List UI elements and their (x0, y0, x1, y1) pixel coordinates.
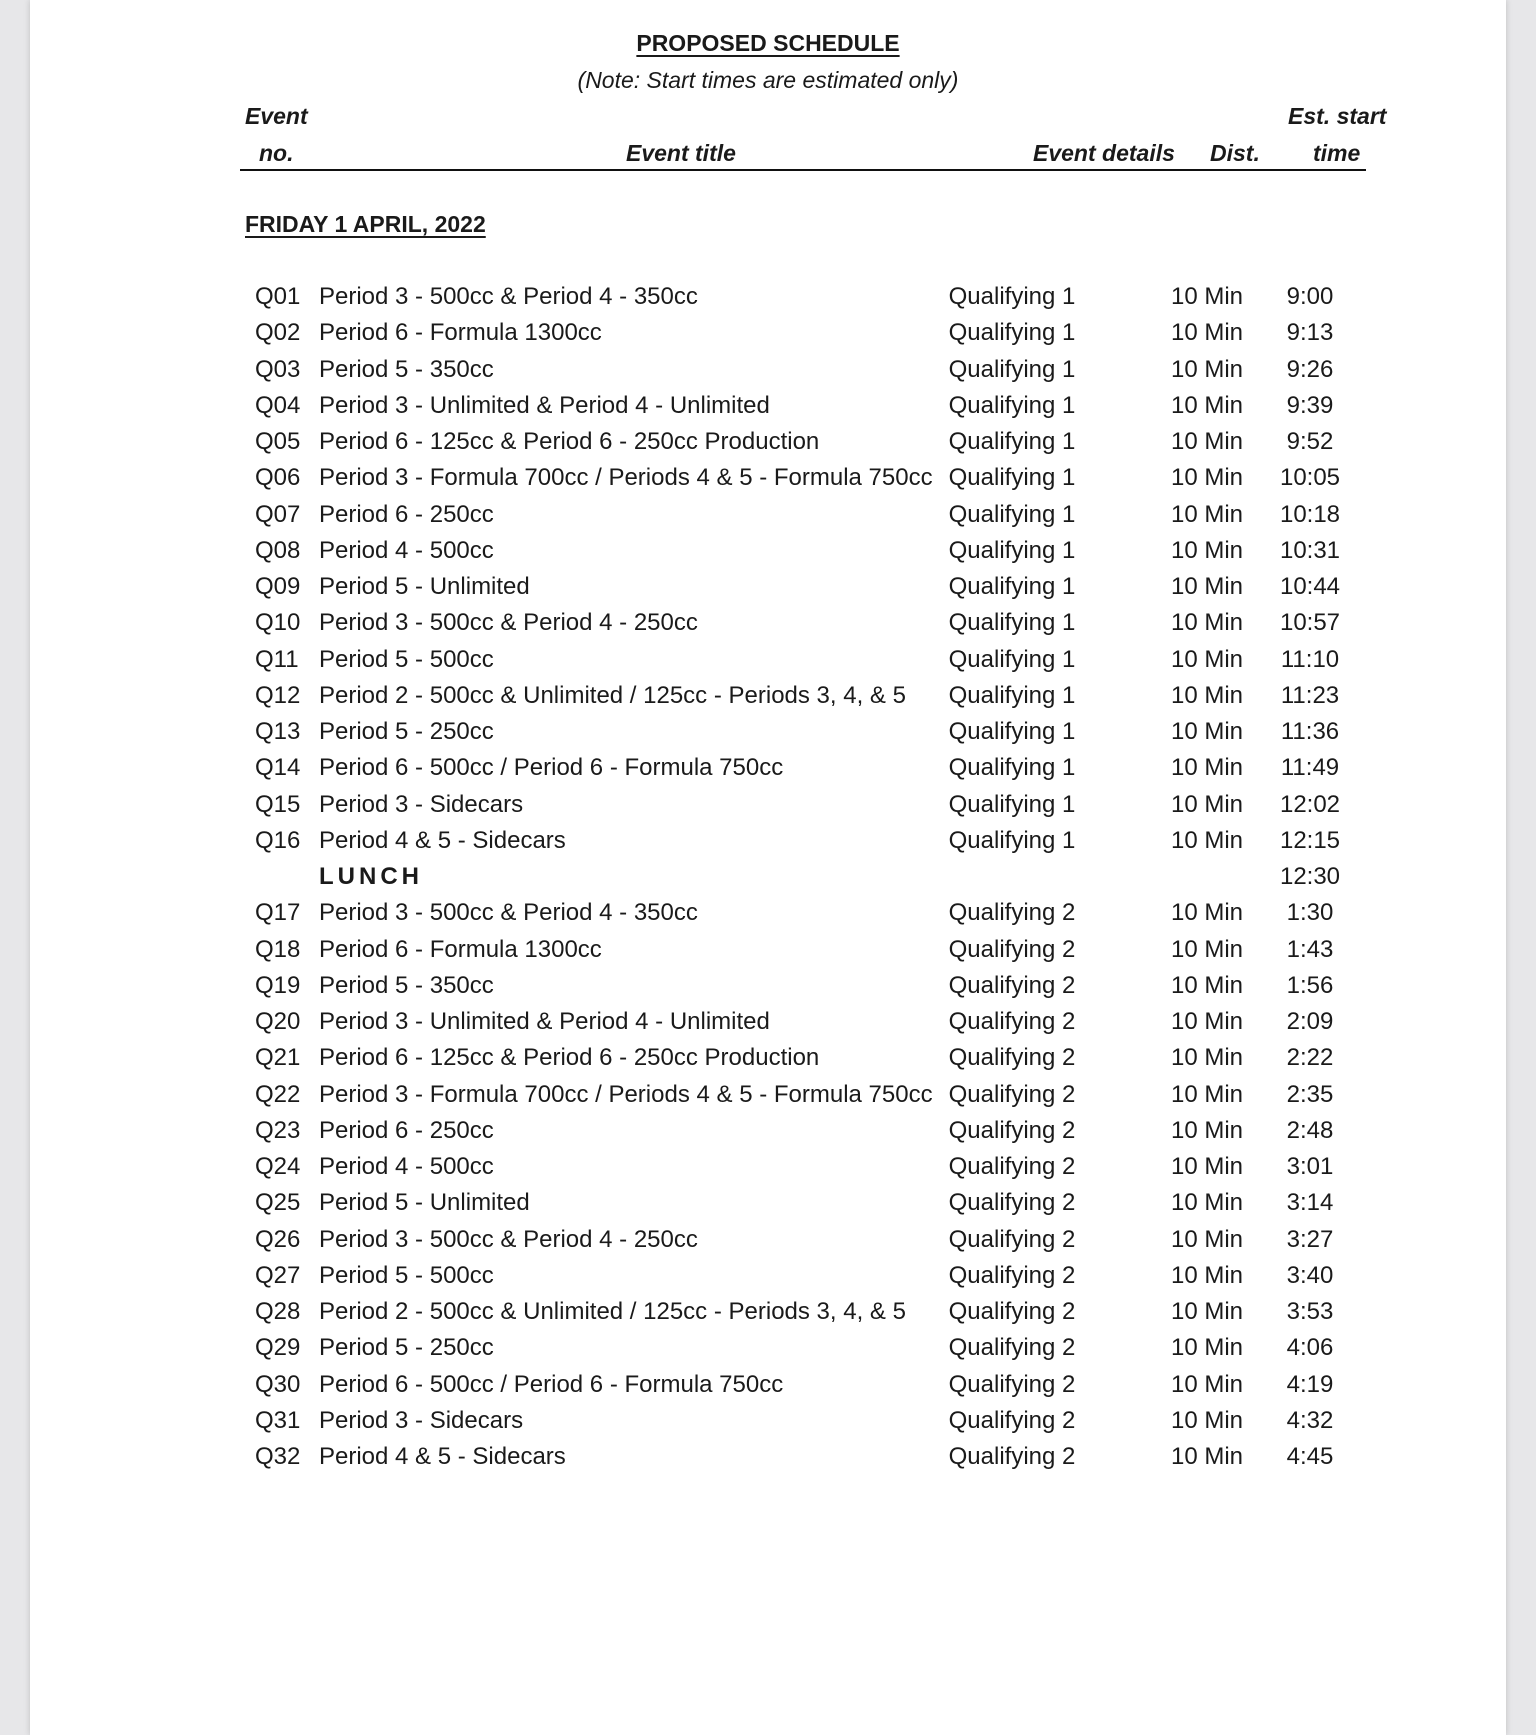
event-no: Q32 (255, 1443, 301, 1470)
event-dist: 10 Min (1170, 1153, 1244, 1180)
event-title: Period 3 - 500cc & Period 4 - 250cc (319, 609, 698, 637)
event-dist: 10 Min (1170, 1080, 1244, 1108)
table-row (30, 281, 1506, 317)
event-start-time: 9:00 (1286, 283, 1334, 310)
event-no: Q07 (255, 500, 301, 528)
table-row (30, 752, 1506, 788)
event-title: Period 3 - Unlimited & Period 4 - Unlimited (319, 391, 770, 419)
event-dist: 10 Min (1170, 1189, 1244, 1217)
event-title: Period 4 & 5 - Sidecars (319, 1443, 566, 1470)
event-dist: 10 Min (1170, 754, 1244, 782)
event-no: Q03 (255, 355, 301, 383)
event-start-time: 12:15 (1279, 826, 1341, 854)
event-start-time: 12:30 (1279, 863, 1341, 890)
event-start-time: 9:39 (1286, 391, 1334, 419)
table-row (30, 1260, 1506, 1296)
table-row (30, 680, 1506, 716)
document-page (30, 0, 1506, 1735)
header-event-details: Event details (1033, 140, 1175, 166)
event-title: Period 3 - Formula 700cc / Periods 4 & 5 - Formula 750cc (319, 464, 933, 492)
event-title: Period 2 - 500cc & Unlimited / 125cc - Periods 3, 4, & 5 (319, 1298, 906, 1325)
schedule-table (30, 281, 1506, 1477)
event-details: Qualifying 1 (948, 355, 1076, 383)
event-start-time: 3:14 (1286, 1189, 1334, 1217)
event-details: Qualifying 2 (948, 1008, 1076, 1035)
table-row (30, 1042, 1506, 1078)
event-details: Qualifying 1 (948, 681, 1076, 709)
event-start-time: 3:53 (1286, 1298, 1334, 1325)
event-title: Period 4 - 500cc (319, 536, 494, 564)
event-start-time: 9:13 (1286, 319, 1334, 347)
event-no: Q09 (255, 573, 301, 600)
event-no: Q13 (255, 718, 301, 745)
event-details: Qualifying 2 (948, 1153, 1076, 1180)
event-title: Period 3 - 500cc & Period 4 - 350cc (319, 283, 698, 310)
event-no: Q12 (255, 681, 301, 709)
event-details: Qualifying 1 (948, 428, 1076, 455)
event-no: Q19 (255, 971, 301, 999)
event-no: Q30 (255, 1370, 301, 1398)
header-est-start-line2: time (1313, 140, 1361, 166)
event-dist: 10 Min (1170, 1334, 1244, 1362)
header-dist: Dist. (1210, 140, 1260, 166)
event-no: Q23 (255, 1116, 301, 1144)
event-start-time: 11:49 (1280, 754, 1340, 782)
event-dist: 10 Min (1170, 1298, 1244, 1325)
table-row (30, 644, 1506, 680)
event-start-time: 10:18 (1279, 500, 1341, 528)
event-details: Qualifying 1 (948, 319, 1076, 347)
event-start-time: 9:52 (1286, 428, 1334, 455)
event-title: Period 5 - 250cc (319, 718, 494, 745)
header-event-no-line1: Event (245, 103, 308, 129)
event-start-time: 10:05 (1279, 464, 1341, 492)
table-row (30, 1187, 1506, 1223)
event-dist: 10 Min (1170, 645, 1244, 673)
event-details: Qualifying 1 (948, 283, 1076, 310)
event-details: Qualifying 1 (948, 464, 1076, 492)
event-title: Period 3 - Sidecars (319, 790, 524, 818)
table-row (30, 1224, 1506, 1260)
event-title: Period 4 - 500cc (319, 1153, 494, 1180)
event-dist: 10 Min (1170, 464, 1244, 492)
event-details: Qualifying 1 (948, 718, 1076, 745)
event-no: Q01 (255, 283, 301, 310)
event-details: Qualifying 1 (948, 645, 1076, 673)
event-start-time: 3:27 (1286, 1225, 1334, 1253)
event-no: Q16 (255, 826, 301, 854)
event-start-time: 2:09 (1286, 1008, 1334, 1035)
event-title: Period 5 - 350cc (319, 355, 494, 383)
event-title: Period 4 & 5 - Sidecars (319, 826, 566, 854)
event-details: Qualifying 2 (948, 1443, 1076, 1470)
event-no: Q31 (255, 1406, 301, 1434)
table-row (30, 354, 1506, 390)
table-row (30, 789, 1506, 825)
header-est-start-line1: Est. start (1288, 103, 1387, 129)
event-start-time: 1:30 (1286, 899, 1334, 927)
table-row (30, 825, 1506, 861)
event-dist: 10 Min (1170, 1044, 1244, 1072)
event-details: Qualifying 2 (948, 1298, 1076, 1325)
event-start-time: 12:02 (1279, 790, 1341, 818)
event-dist: 10 Min (1170, 283, 1244, 310)
event-title: LUNCH (319, 863, 423, 890)
event-details: Qualifying 2 (948, 1406, 1076, 1434)
event-title: Period 6 - 500cc / Period 6 - Formula 750cc (319, 754, 784, 782)
event-no: Q02 (255, 319, 301, 347)
event-details: Qualifying 1 (948, 826, 1076, 854)
event-start-time: 3:01 (1286, 1153, 1334, 1180)
event-title: Period 5 - 500cc (319, 645, 494, 673)
event-no: Q14 (255, 754, 301, 782)
event-details: Qualifying 1 (948, 609, 1076, 637)
event-start-time: 4:45 (1286, 1443, 1334, 1470)
event-start-time: 1:56 (1286, 971, 1334, 999)
event-start-time: 4:19 (1286, 1370, 1334, 1398)
day-heading: FRIDAY 1 APRIL, 2022 (245, 211, 486, 237)
table-row (30, 1079, 1506, 1115)
event-start-time: 4:32 (1286, 1406, 1334, 1434)
event-details: Qualifying 2 (948, 1189, 1076, 1217)
event-no: Q11 (255, 645, 299, 673)
event-dist: 10 Min (1170, 1443, 1244, 1470)
table-row (30, 897, 1506, 933)
event-no: Q29 (255, 1334, 301, 1362)
event-dist: 10 Min (1170, 1370, 1244, 1398)
event-start-time: 1:43 (1286, 935, 1334, 963)
event-details: Qualifying 1 (948, 536, 1076, 564)
event-dist: 10 Min (1170, 573, 1244, 600)
event-no: Q20 (255, 1008, 301, 1035)
event-start-time: 11:10 (1280, 645, 1340, 673)
event-details: Qualifying 2 (948, 1116, 1076, 1144)
event-title: Period 3 - 500cc & Period 4 - 250cc (319, 1225, 698, 1253)
event-details: Qualifying 1 (948, 391, 1076, 419)
event-no: Q18 (255, 935, 301, 963)
event-no: Q08 (255, 536, 301, 564)
table-row (30, 1296, 1506, 1332)
event-title: Period 5 - Unlimited (319, 573, 530, 600)
event-dist: 10 Min (1170, 899, 1244, 927)
event-details: Qualifying 2 (948, 1044, 1076, 1072)
event-title: Period 3 - 500cc & Period 4 - 350cc (319, 899, 698, 927)
header-event-no-line2: no. (259, 140, 294, 166)
event-title: Period 6 - Formula 1300cc (319, 319, 602, 347)
event-dist: 10 Min (1170, 718, 1244, 745)
event-no: Q26 (255, 1225, 301, 1253)
schedule-note: (Note: Start times are estimated only) (577, 67, 959, 93)
event-details: Qualifying 1 (948, 754, 1076, 782)
event-start-time: 9:26 (1286, 355, 1334, 383)
event-no: Q15 (255, 790, 301, 818)
table-row (30, 535, 1506, 571)
header-event-title: Event title (626, 140, 736, 166)
event-title: Period 3 - Unlimited & Period 4 - Unlimited (319, 1008, 770, 1035)
table-row (30, 1151, 1506, 1187)
table-row (30, 607, 1506, 643)
event-dist: 10 Min (1170, 1008, 1244, 1035)
table-row (30, 462, 1506, 498)
table-row (30, 1006, 1506, 1042)
event-no: Q10 (255, 609, 301, 637)
event-start-time: 2:22 (1286, 1044, 1334, 1072)
table-row (30, 934, 1506, 970)
event-dist: 10 Min (1170, 1225, 1244, 1253)
event-dist: 10 Min (1170, 826, 1244, 854)
table-row (30, 571, 1506, 607)
event-start-time: 11:36 (1280, 718, 1340, 745)
event-details: Qualifying 1 (948, 790, 1076, 818)
event-dist: 10 Min (1170, 935, 1244, 963)
event-no: Q28 (255, 1298, 301, 1325)
event-details: Qualifying 2 (948, 1080, 1076, 1108)
event-no: Q25 (255, 1189, 301, 1217)
event-start-time: 10:57 (1279, 609, 1341, 637)
event-dist: 10 Min (1170, 1261, 1244, 1289)
event-details: Qualifying 1 (948, 500, 1076, 528)
event-title: Period 3 - Formula 700cc / Periods 4 & 5 - Formula 750cc (319, 1080, 933, 1108)
event-no: Q21 (255, 1044, 301, 1072)
event-details: Qualifying 2 (948, 1334, 1076, 1362)
event-start-time: 3:40 (1286, 1261, 1334, 1289)
table-row (30, 1369, 1506, 1405)
table-row (30, 1115, 1506, 1151)
table-row (30, 1405, 1506, 1441)
event-dist: 10 Min (1170, 1406, 1244, 1434)
event-dist: 10 Min (1170, 609, 1244, 637)
event-title: Period 2 - 500cc & Unlimited / 125cc - Periods 3, 4, & 5 (319, 681, 906, 709)
event-dist: 10 Min (1170, 319, 1244, 347)
event-no: Q24 (255, 1153, 301, 1180)
page-title (30, 30, 1506, 57)
event-dist: 10 Min (1170, 500, 1244, 528)
event-dist: 10 Min (1170, 355, 1244, 383)
event-title: Period 3 - Sidecars (319, 1406, 524, 1434)
event-no: Q04 (255, 391, 301, 419)
table-row (30, 317, 1506, 353)
event-title: Period 6 - 125cc & Period 6 - 250cc Production (319, 428, 820, 455)
event-dist: 10 Min (1170, 681, 1244, 709)
lunch-row (30, 861, 1506, 897)
event-no: Q05 (255, 428, 301, 455)
event-title: Period 6 - 500cc / Period 6 - Formula 750cc (319, 1370, 784, 1398)
event-title: Period 6 - 250cc (319, 1116, 494, 1144)
header-divider (240, 169, 1366, 171)
event-no: Q17 (255, 899, 301, 927)
event-no: Q06 (255, 464, 301, 492)
event-details: Qualifying 2 (948, 971, 1076, 999)
page-title-text: PROPOSED SCHEDULE (636, 30, 900, 56)
event-title: Period 6 - Formula 1300cc (319, 935, 602, 963)
event-start-time: 4:06 (1286, 1334, 1334, 1362)
event-dist: 10 Min (1170, 428, 1244, 455)
table-row (30, 499, 1506, 535)
event-title: Period 5 - 500cc (319, 1261, 494, 1289)
table-row (30, 716, 1506, 752)
event-title: Period 5 - 350cc (319, 971, 494, 999)
event-dist: 10 Min (1170, 1116, 1244, 1144)
event-start-time: 10:31 (1279, 536, 1341, 564)
event-title: Period 5 - Unlimited (319, 1189, 530, 1217)
event-details: Qualifying 2 (948, 1370, 1076, 1398)
event-no: Q22 (255, 1080, 301, 1108)
event-dist: 10 Min (1170, 790, 1244, 818)
event-details: Qualifying 2 (948, 1225, 1076, 1253)
event-start-time: 11:23 (1280, 681, 1340, 709)
event-details: Qualifying 2 (948, 935, 1076, 963)
event-details: Qualifying 2 (948, 1261, 1076, 1289)
event-dist: 10 Min (1170, 536, 1244, 564)
event-details: Qualifying 1 (948, 573, 1076, 600)
table-row (30, 426, 1506, 462)
event-dist: 10 Min (1170, 971, 1244, 999)
event-start-time: 2:35 (1286, 1080, 1334, 1108)
event-title: Period 6 - 125cc & Period 6 - 250cc Production (319, 1044, 820, 1072)
event-title: Period 6 - 250cc (319, 500, 494, 528)
event-no: Q27 (255, 1261, 301, 1289)
table-row (30, 970, 1506, 1006)
event-start-time: 2:48 (1286, 1116, 1334, 1144)
event-dist: 10 Min (1170, 391, 1244, 419)
event-details: Qualifying 2 (948, 899, 1076, 927)
table-row (30, 390, 1506, 426)
table-row (30, 1441, 1506, 1477)
table-row (30, 1332, 1506, 1368)
event-title: Period 5 - 250cc (319, 1334, 494, 1362)
event-start-time: 10:44 (1279, 573, 1341, 600)
